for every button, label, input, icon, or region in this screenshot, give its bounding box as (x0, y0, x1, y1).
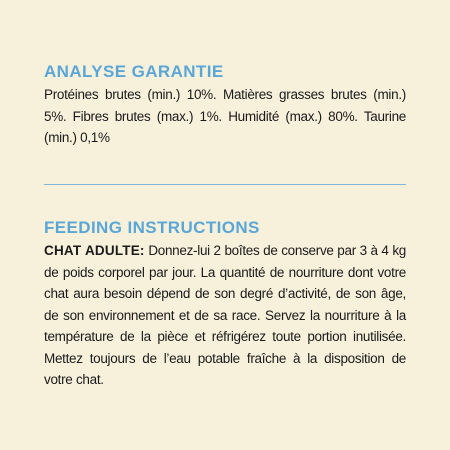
feeding-text-block (44, 240, 406, 391)
analysis-section (44, 62, 406, 149)
analysis-text: Protéines brutes (min.) 10%. Matières grasses brutes (min.) 5%. Fibres brutes (max.) 1%. Humidité (max.) 80%. Taurine (min.) 0,1% (44, 87, 406, 145)
feeding-title: FEEDING INSTRUCTIONS (44, 218, 260, 237)
section-divider (44, 184, 406, 185)
feeding-lead: CHAT ADULTE: (44, 243, 145, 258)
feeding-section (44, 218, 406, 391)
analysis-title: ANALYSE GARANTIE (44, 62, 224, 81)
feeding-text: Donnez-lui 2 boîtes de conserve par 3 à 4 kg de poids corporel par jour. La quantité de nourriture dont votre chat aura besoin dépend de son degré d’activité, de son âge, de son environnement et de sa race. Servez la nourriture à la température de la pièce et réfrigérez toute portion inutilisée. Mettez toujours de l’eau potable fraîche à la disposition de votre chat. (44, 243, 406, 387)
